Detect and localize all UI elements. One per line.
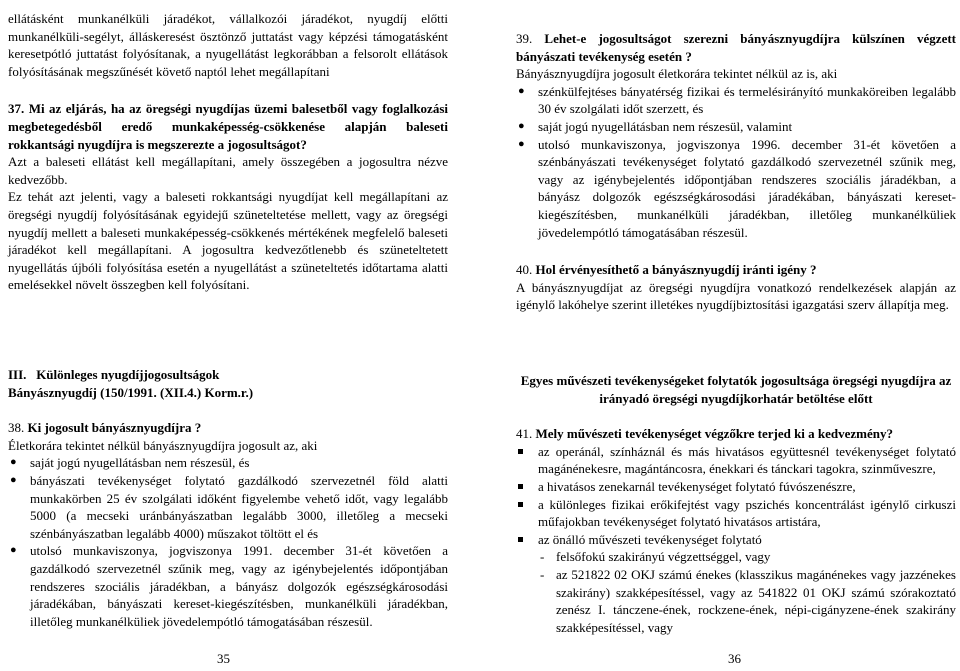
dash-list-41: [516, 548, 956, 636]
question-title: Mi az eljárás, ha az öregségi nyugdíjas üzemi balesetből vagy foglalkozási megbetegedésből eredő munkaképesség-csökkenése alapján baleseti rokkantsági nyugdíjra is megszerezte a jogosultságot?: [8, 101, 448, 152]
answer-37-a: Azt a baleseti ellátást kell megállapítani, amely összegében a jogosultra nézve kedvezőbb.: [8, 154, 448, 187]
section-title: Különleges nyugdíjjogosultságok: [36, 367, 220, 382]
section-heading: Egyes művészeti tevékenységeket folytatók jogosultsága öregségi nyugdíjra az irányadó öregségi nyugdíjkorhatár betöltése előtt: [520, 373, 952, 406]
square-bullet-list-41: [516, 443, 956, 549]
section-number: III.: [8, 367, 27, 382]
dash-icon: -: [540, 566, 545, 582]
square-bullet-icon: [518, 502, 523, 507]
bullet-icon: ●: [518, 119, 525, 132]
right-top-column: [516, 30, 956, 314]
question-number: 40.: [516, 262, 533, 278]
question-40: [516, 261, 956, 279]
list-item: - felsőfokú szakirányú végzettséggel, vagy: [540, 549, 771, 565]
page-number-right: 36: [728, 651, 741, 666]
answer-40: A bányásznyugdíjat az öregségi nyugdíjra vonatkozó rendelkezések alapján az igénylő lakóhelye szerint illetékes nyugdíjbiztosítási igazgatási szerv állapítja meg.: [516, 279, 956, 313]
list-item: - az 521822 02 OKJ számú énekes (klasszikus magánénekes vagy jazzénekes szakirány) szakképesítéssel, vagy az 541822 01 OKJ számú szórakoztató zenész I. tánczene-ének, rockzene-ének, népi-cigányzene-ének szakirány szakképesítéssel, vagy: [540, 566, 956, 635]
question-title: Ki jogosult bányásznyugdíjra ?: [27, 420, 202, 436]
question-41: [516, 425, 956, 443]
question-number: 37.: [8, 101, 25, 117]
question-38: [8, 419, 448, 437]
question-title: Mely művészeti tevékenységet végzőkre terjed ki a kedvezmény?: [535, 426, 894, 442]
answer-37-b: Ez tehát azt jelenti, vagy a baleseti rokkantsági nyugdíjat kell megállapítani az öregségi nyugdíj folyósításának egyidejű szüneteltetése mellett, vagy az öregségi nyugdíj mellett a baleseti munkaképesség-csökkenés mértékének megfelelő baleseti járadékot kell megállapítani. A jogosultra kedvezőtlenebb és szüneteltetett nyugellátás újbóli folyósítása esetén a nyugellátást a szüneteltetés időtartama alatti emelésekkel növelt összegben kell folyósítani.: [8, 189, 448, 293]
question-title: Lehet-e jogosultságot szerezni bányásznyugdíjra külszínen végzett bányászati tevékenység esetén ?: [516, 31, 957, 64]
question-number: 41.: [516, 426, 533, 442]
square-bullet-icon: [518, 484, 523, 489]
bullet-icon: ●: [518, 137, 525, 150]
bullet-icon: ●: [10, 473, 17, 486]
list-item: az operánál, színháznál és más hivatásos együttesnél tevékenységet folytató magánénekesre, magántáncosra, énekkari és tánckari tagokra, szinműveszre,: [516, 443, 956, 478]
left-top-column: [8, 10, 448, 294]
question-number: 38.: [8, 420, 25, 436]
question-number: 39.: [516, 31, 533, 46]
bullet-icon: ●: [518, 84, 525, 97]
question-title: Hol érvényesíthető a bányásznyugdíj iránti igény ?: [535, 262, 817, 278]
right-bottom-column: [516, 372, 956, 636]
section-subtitle: Bányásznyugdíj (150/1991. (XII.4.) Korm.r.): [8, 384, 254, 400]
answer-39-intro: Bányásznyugdíjra jogosult életkorára tekintet nélkül az is, aki: [516, 66, 838, 82]
page-number-left: 35: [217, 651, 230, 666]
bullet-icon: ●: [10, 544, 17, 557]
list-item: ● saját jogú nyugellátásban nem részesül, valamint: [518, 118, 793, 134]
square-bullet-icon: [518, 537, 523, 542]
list-item: a hivatásos zenekarnál tevékenységet folytató fúvószenészre,: [516, 478, 956, 496]
question-39: [516, 30, 956, 65]
left-bottom-column: [8, 366, 448, 630]
bullet-list-38: [8, 454, 448, 630]
list-item: ● szénkülfejtéses bányatérség fizikai és termelésirányító munkaköreiben legalább 30 év szolgálati időt szerzett, és: [518, 83, 956, 117]
list-item: a különleges fizikai erőkifejtést vagy pszichés koncentrálást igénylő cirkuszi műfajokban tevékenységet folytató hivatásos artistára,: [516, 496, 956, 531]
question-37: [8, 100, 448, 153]
list-item: ● bányászati tevékenységet folytató gazdálkodó szervezetnél föld alatti munkakörben 25 év szolgálati időként figyelembe vehető időt, vagy legalább 5000 (a mecseki uránbányászatban legalább 3000, illetőleg a mecseki szénbányászatban legalább 4000) műszakot töltött el és: [10, 472, 448, 541]
square-bullet-icon: [518, 449, 523, 454]
dash-icon: -: [540, 549, 545, 565]
intro-paragraph: ellátásként munkanélküli járadékot, vállalkozói járadékot, nyugdíj előtti munkanélküli-segélyt, álláskeresést ösztönző juttatást vagy képzési támogatásként keresetpótló juttatást folyósítanak, a nyugellátást legkorábban a felsorolt ellátások folyósításának megszűnését követő naptól lehet megállapítani: [8, 11, 448, 79]
bullet-list-39: [516, 83, 956, 241]
list-item: ● utolsó munkaviszonya, jogviszonya 1991. december 31-ét követően a gazdálkodó szervezetnél szűnik meg, vagy az igénybejelentés időpontjában rendszeres szociális járadékban, a bányász dolgozók egészségkárosodási járadékában, bányászati kereset-kiegészítésben, munkanélküli járadékban, illetőleg munkanélküliek jövedelempótló támogatásában részesül.: [10, 543, 448, 629]
list-item: az önálló művészeti tevékenységet folytató: [516, 531, 956, 549]
list-item: ● saját jogú nyugellátásban nem részesül, és: [10, 455, 250, 471]
list-item: ● utolsó munkaviszonya, jogviszonya 1996. december 31-ét követően a szénbányászati tevékenységet folytató gazdálkodó szervezetnél szűnik meg, vagy az igénybejelentés időpontjában rendszeres szociális járadékban, a bányász dolgozók egészségkárosodási járadékában, bányászati kereset-kiegészítésben, munkanélküli járadékban, illetőleg munkanélküliek jövedelempótló támogatásában részesül.: [518, 136, 956, 240]
section-heading: [8, 366, 448, 384]
answer-38-intro: Életkorára tekintet nélkül bányásznyugdíjra jogosult az, aki: [8, 437, 318, 453]
bullet-icon: ●: [10, 456, 17, 469]
